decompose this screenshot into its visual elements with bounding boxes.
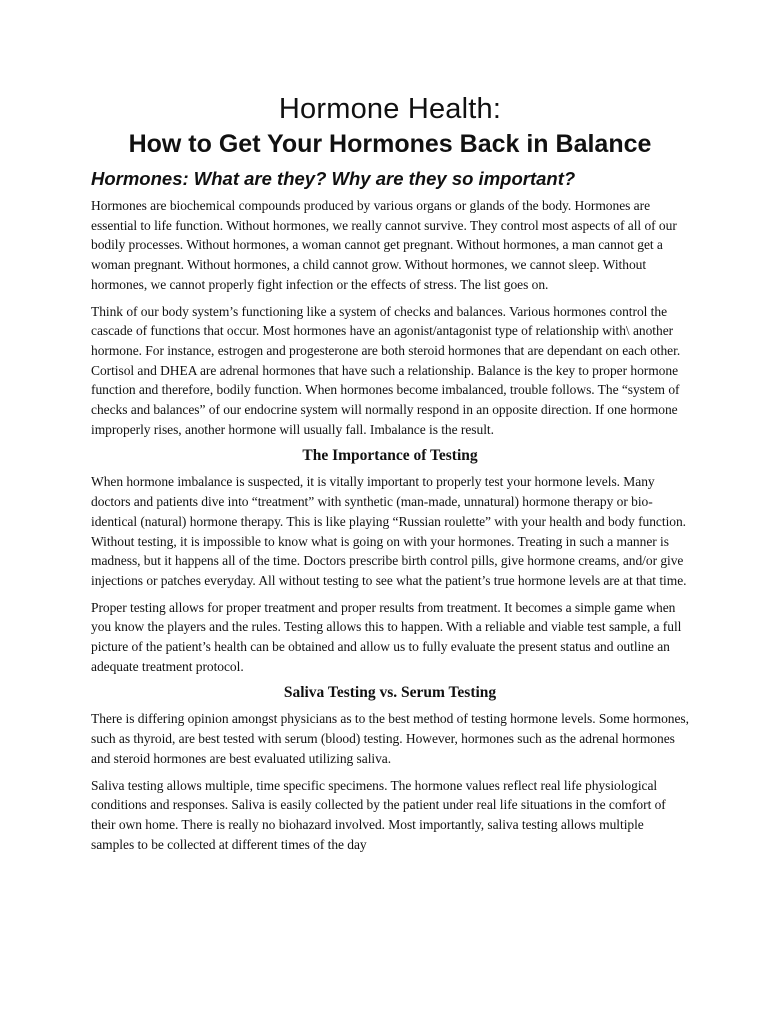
paragraph: When hormone imbalance is suspected, it is vitally important to properly test your hormone levels. Many doctors and patients dive into “treatment” with synthetic (man-made, unnatural) hormone therapy or bio-identical (natural) hormone therapy. This is like playing “Russian roulette” with your health and body function. Without testing, it is impossible to know what is going on with your hormones. Treating in such a manner is madness, but it happens all of the time. Doctors prescribe birth control pills, give hormone creams, and/or give injections or patches everyday. All without testing to see what the patient’s true hormone levels are at that time. [91, 474, 687, 588]
section-heading-saliva-vs-serum: Saliva Testing vs. Serum Testing [283, 684, 497, 702]
paragraph: Hormones are biochemical compounds produced by various organs or glands of the body. Hormones are essential to life function. Without hormones, we really cannot survive. They control most aspects of all of our bodily processes. Without hormones, a woman cannot get pregnant. Without hormones, a man cannot get a woman pregnant. Without hormones, a child cannot grow. Without hormones, we cannot sleep. Without hormones, we cannot properly fight infection or the effects of stress. The list goes on. [91, 198, 677, 292]
document-subtitle: How to Get Your Hormones Back in Balance [128, 130, 652, 158]
section-heading-importance-of-testing: The Importance of Testing [302, 447, 478, 465]
paragraph: Saliva testing allows multiple, time specific specimens. The hormone values reflect real life physiological conditions and responses. Saliva is easily collected by the patient under real life situations in the comfort of their own home. There is really no biohazard involved. Most importantly, saliva testing allows multiple samples to be collected at different times of the day [91, 777, 666, 852]
paragraph: Proper testing allows for proper treatment and proper results from treatment. It becomes a simple game when you know the players and the rules. Testing allows this to happen. With a reliable and viable test sample, a full picture of the patient’s health can be obtained and allow us to fully evaluate the present status and outline an adequate treatment protocol. [91, 599, 682, 674]
section-heading-hormones: Hormones: What are they? Why are they so important? [91, 168, 576, 189]
paragraph: Think of our body system’s functioning like a system of checks and balances. Various hormones control the cascade of functions that occur. Most hormones have an agonist/antagonist type of relationship with\ another hormone. For instance, estrogen and progesterone are both steroid hormones that are dependant on each other. Cortisol and DHEA are adrenal hormones that have such a relationship. Balance is the key to proper hormone function and therefore, bodily function. When hormones become imbalanced, trouble follows. The “system of checks and balances” of our endocrine system will normally respond in an opposite direction. If one hormone improperly rises, another hormone will usually fall. Imbalance is the result. [91, 303, 681, 437]
document-page [91, 92, 689, 861]
document-title: Hormone Health: [278, 93, 502, 125]
paragraph: There is differing opinion amongst physicians as to the best method of testing hormone levels. Some hormones, such as thyroid, are best tested with serum (blood) testing. However, hormones such as the adrenal hormones and steroid hormones are best evaluated utilizing saliva. [91, 711, 689, 766]
